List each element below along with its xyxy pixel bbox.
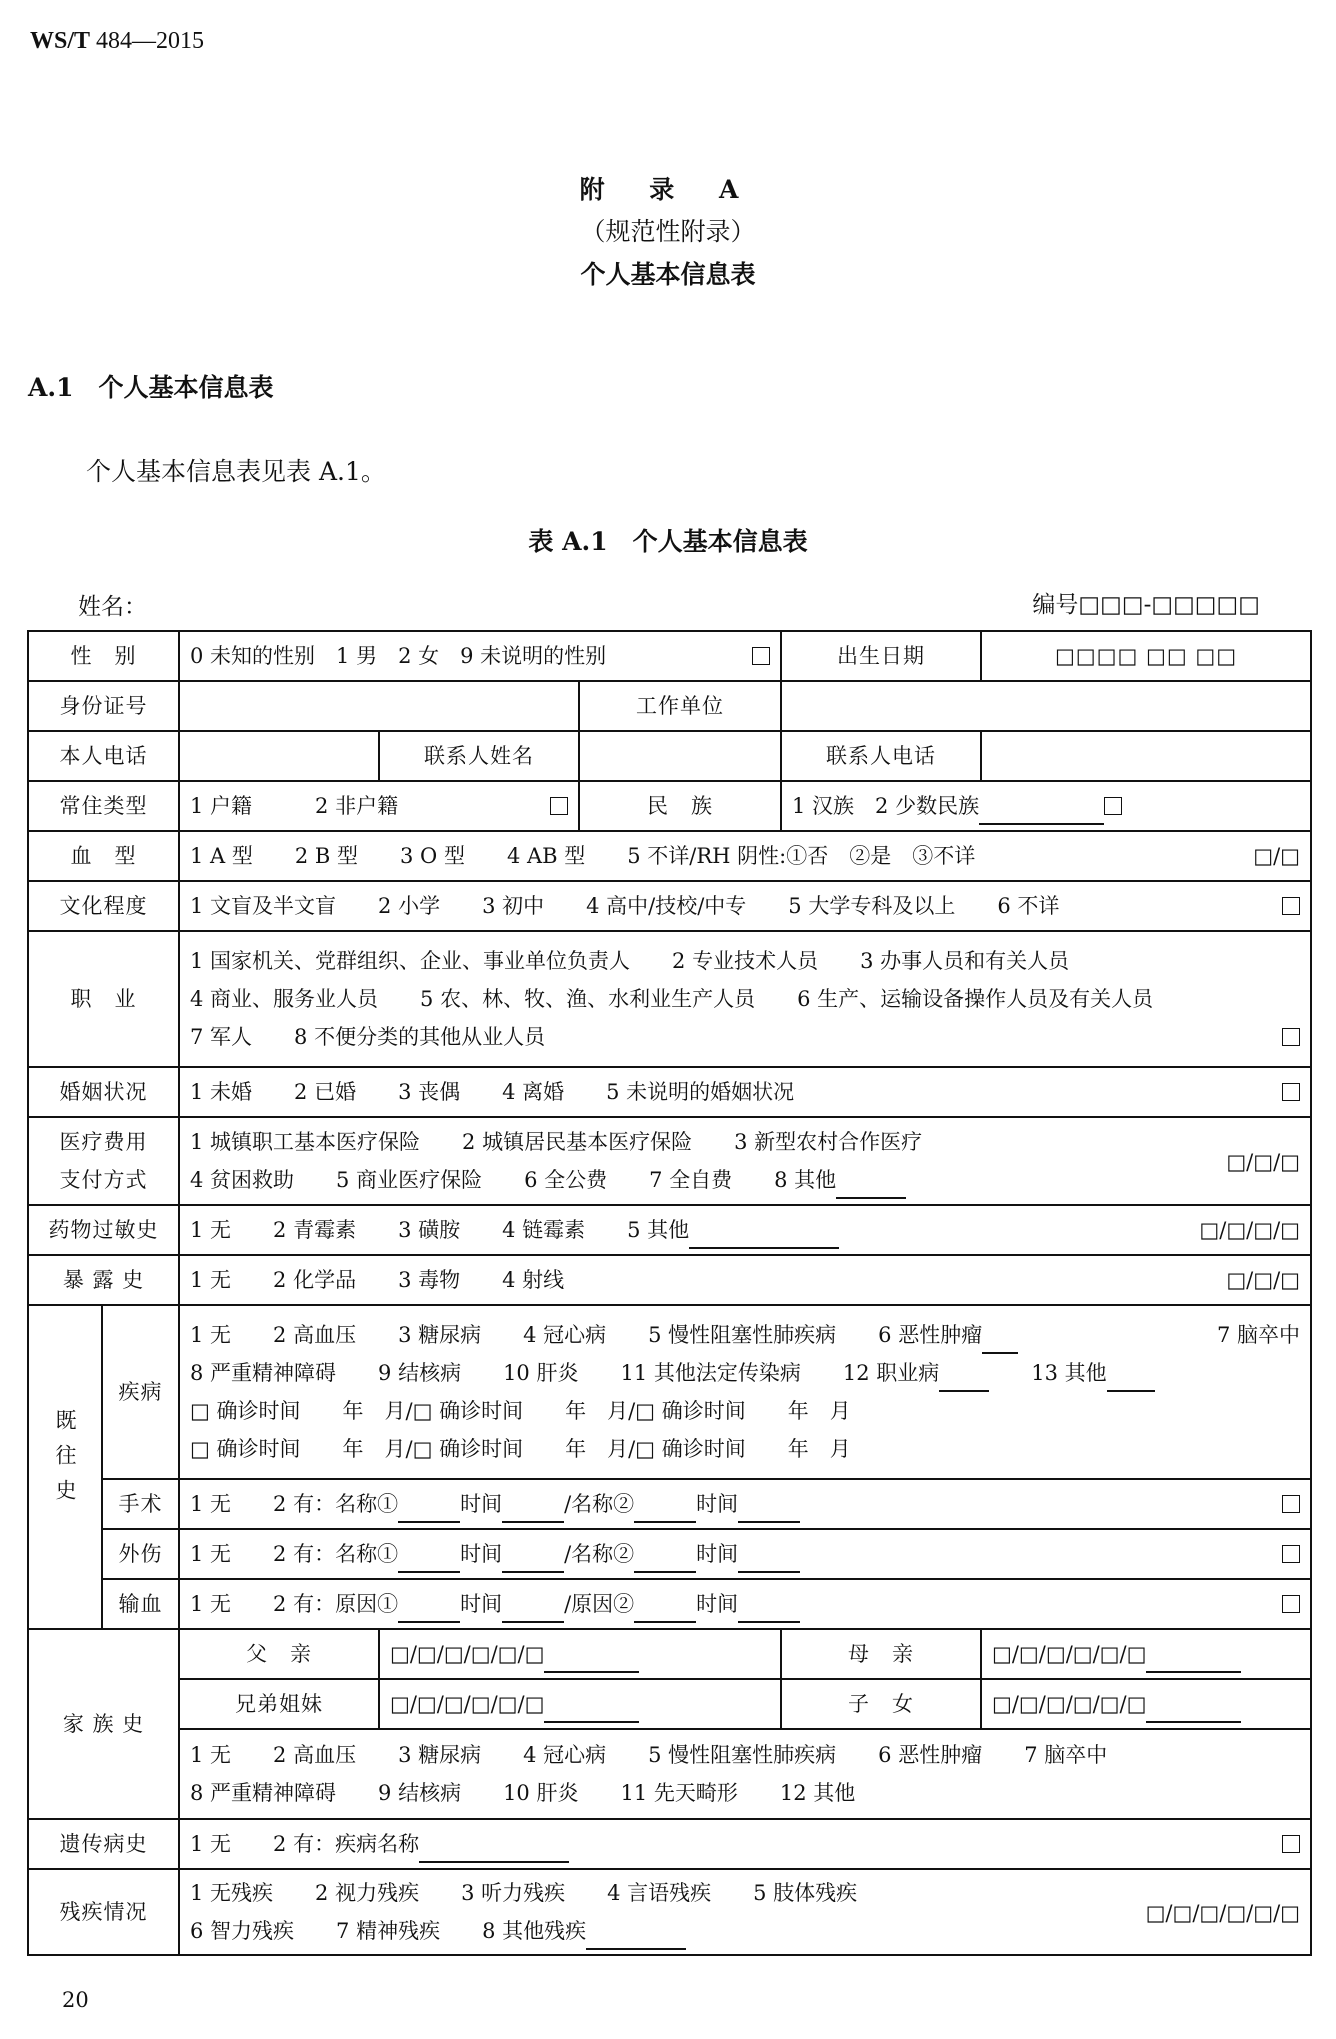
genetic-label: 遗传病史 — [28, 1819, 179, 1869]
blank-line[interactable] — [836, 1175, 906, 1199]
table-row — [28, 731, 1311, 781]
phone-field[interactable] — [179, 731, 379, 781]
table-row — [28, 881, 1311, 931]
family-label: 家 族 史 — [28, 1629, 179, 1819]
blood-cell[interactable]: 1 A 型 2 B 型 3 O 型 4 AB 型 5 不详/RH 阴性:①否 ②是 ③不详 □/□ — [179, 831, 1311, 881]
ethnic-label: 民 族 — [579, 781, 781, 831]
table-row — [28, 1305, 1311, 1479]
exposure-boxes[interactable]: □/□/□ — [1226, 1268, 1301, 1292]
checkbox[interactable] — [1104, 797, 1122, 815]
blood-label: 血 型 — [28, 831, 179, 881]
standard-code: WS/T 484—2015 — [30, 28, 205, 54]
ethnic-cell[interactable]: 1 汉族 2 少数民族 — [781, 781, 1311, 831]
checkbox[interactable] — [1282, 1083, 1300, 1101]
table-row — [28, 1067, 1311, 1117]
birth-date-label: 出生日期 — [781, 631, 981, 681]
siblings-label: 兄弟姐妹 — [179, 1679, 379, 1729]
phone-label: 本人电话 — [28, 731, 179, 781]
intro-paragraph: 个人基本信息表见表 A.1。 — [86, 457, 386, 486]
residence-cell[interactable]: 1 户籍 2 非户籍 — [179, 781, 579, 831]
surgery-label: 手术 — [102, 1479, 179, 1529]
contact-name-label: 联系人姓名 — [379, 731, 579, 781]
mother-boxes[interactable]: □/□/□/□/□/□ — [981, 1629, 1311, 1679]
occupation-cell[interactable]: 1 国家机关、党群组织、企业、事业单位负责人 2 专业技术人员 3 办事人员和有关人员 4 商业、服务业人员 5 农、林、牧、渔、水利业生产人员 6 生产、运输设备操作人员及有关人员 7 军人 8 不便分类的其他从业人员 — [179, 931, 1311, 1067]
table-row — [28, 1205, 1311, 1255]
contact-phone-label: 联系人电话 — [781, 731, 981, 781]
family-disease-list: 1 无 2 高血压 3 糖尿病 4 冠心病 5 慢性阻塞性肺疾病 6 恶性肿瘤 7 脑卒中 8 严重精神障碍 9 结核病 10 肝炎 11 先天畸形 12 其他 — [179, 1729, 1311, 1819]
checkbox[interactable] — [1282, 1028, 1300, 1046]
exposure-cell[interactable]: 1 无 2 化学品 3 毒物 4 射线 □/□/□ — [179, 1255, 1311, 1305]
gender-label: 性 别 — [28, 631, 179, 681]
blank-line[interactable] — [586, 1926, 686, 1950]
table-row — [28, 631, 1311, 681]
checkbox[interactable] — [1282, 1595, 1300, 1613]
contact-phone-field[interactable] — [981, 731, 1311, 781]
work-unit-label: 工作单位 — [579, 681, 781, 731]
table-row — [28, 781, 1311, 831]
blank-line[interactable] — [1107, 1368, 1155, 1392]
transfusion-cell[interactable]: 1 无 2 有：原因① 时间 /原因② 时间 — [179, 1579, 1311, 1629]
table-row — [28, 1579, 1311, 1629]
contact-name-field[interactable] — [579, 731, 781, 781]
personal-info-table — [27, 630, 1312, 1956]
birth-date-boxes[interactable]: □□□□ □□ □□ — [981, 631, 1311, 681]
table-row — [28, 1629, 1311, 1679]
children-label: 子 女 — [781, 1679, 981, 1729]
checkbox[interactable] — [1282, 1495, 1300, 1513]
genetic-cell[interactable]: 1 无 2 有：疾病名称 — [179, 1819, 1311, 1869]
allergy-label: 药物过敏史 — [28, 1205, 179, 1255]
id-number-label: 编号□□□-□□□□□ — [1032, 592, 1260, 618]
checkbox[interactable] — [752, 647, 770, 665]
idcard-field[interactable] — [179, 681, 579, 731]
mother-label: 母 亲 — [781, 1629, 981, 1679]
education-cell[interactable]: 1 文盲及半文盲 2 小学 3 初中 4 高中/技校/中专 5 大学专科及以上 6 不详 — [179, 881, 1311, 931]
table-row — [28, 681, 1311, 731]
checkbox[interactable] — [1282, 1835, 1300, 1853]
appendix-title: 附 录 A — [579, 175, 757, 204]
blood-boxes[interactable]: □/□ — [1253, 844, 1301, 868]
table-row — [28, 1529, 1311, 1579]
blank-line[interactable] — [979, 801, 1104, 825]
trauma-label: 外伤 — [102, 1529, 179, 1579]
page-number: 20 — [62, 1988, 89, 2012]
occupation-label: 职 业 — [28, 931, 179, 1067]
table-row — [28, 931, 1311, 1067]
table-row — [28, 1255, 1311, 1305]
gender-cell[interactable]: 0 未知的性别 1 男 2 女 9 未说明的性别 — [179, 631, 781, 681]
idcard-label: 身份证号 — [28, 681, 179, 731]
checkbox[interactable] — [1282, 897, 1300, 915]
father-label: 父 亲 — [179, 1629, 379, 1679]
disease-label: 疾病 — [102, 1305, 179, 1479]
history-label: 既往史 — [28, 1305, 102, 1629]
table-row — [28, 1479, 1311, 1529]
surgery-cell[interactable]: 1 无 2 有：名称① 时间 /名称② 时间 — [179, 1479, 1311, 1529]
checkbox[interactable] — [550, 797, 568, 815]
blank-line[interactable] — [982, 1330, 1018, 1354]
payment-cell[interactable]: □/□/□ 1 城镇职工基本医疗保险 2 城镇居民基本医疗保险 3 新型农村合作医疗 4 贫困救助 5 商业医疗保险 6 全公费 7 全自费 8 其他 — [179, 1117, 1311, 1205]
table-caption: 表 A.1 个人基本信息表 — [528, 527, 808, 556]
exposure-label: 暴 露 史 — [28, 1255, 179, 1305]
table-row — [28, 1679, 1311, 1729]
blank-line[interactable] — [689, 1225, 839, 1249]
blank-line[interactable] — [939, 1368, 989, 1392]
residence-label: 常住类型 — [28, 781, 179, 831]
marriage-label: 婚姻状况 — [28, 1067, 179, 1117]
table-row — [28, 1869, 1311, 1955]
trauma-cell[interactable]: 1 无 2 有：名称① 时间 /名称② 时间 — [179, 1529, 1311, 1579]
marriage-cell[interactable]: 1 未婚 2 已婚 3 丧偶 4 离婚 5 未说明的婚姻状况 — [179, 1067, 1311, 1117]
section-heading: A.1 个人基本信息表 — [28, 373, 274, 402]
disease-cell[interactable]: 1 无 2 高血压 3 糖尿病 4 冠心病 5 慢性阻塞性肺疾病 6 恶性肿瘤 7 脑卒中 8 严重精神障碍 9 结核病 10 肝炎 11 其他法定传染病 12 职业病 13 其他 □ 确诊时间 年 月/□ 确诊时间 年 月/□ 确诊时间 年 月 □ 确诊时间 年 月/□ 确诊时间 年 月/□ 确诊时间 年 月 — [179, 1305, 1311, 1479]
payment-boxes[interactable]: □/□/□ — [1226, 1150, 1301, 1174]
table-row — [28, 1819, 1311, 1869]
table-row — [28, 831, 1311, 881]
work-unit-field[interactable] — [781, 681, 1311, 731]
name-label: 姓名： — [78, 594, 147, 620]
siblings-boxes[interactable]: □/□/□/□/□/□ — [379, 1679, 781, 1729]
father-boxes[interactable]: □/□/□/□/□/□ — [379, 1629, 781, 1679]
allergy-boxes[interactable]: □/□/□/□ — [1199, 1218, 1301, 1242]
checkbox[interactable] — [1282, 1545, 1300, 1563]
table-row — [28, 1117, 1311, 1205]
transfusion-label: 输血 — [102, 1579, 179, 1629]
disability-boxes[interactable]: □/□/□/□/□/□ — [1145, 1901, 1301, 1925]
payment-label: 医疗费用 支付方式 — [28, 1117, 179, 1205]
appendix-note: （规范性附录） — [580, 217, 756, 246]
blank-line[interactable] — [419, 1839, 569, 1863]
disability-cell[interactable]: □/□/□/□/□/□ 1 无残疾 2 视力残疾 3 听力残疾 4 言语残疾 5 肢体残疾 6 智力残疾 7 精神残疾 8 其他残疾 — [179, 1869, 1311, 1955]
table-row — [28, 1729, 1311, 1819]
disability-label: 残疾情况 — [28, 1869, 179, 1955]
appendix-name: 个人基本信息表 — [580, 260, 756, 289]
children-boxes[interactable]: □/□/□/□/□/□ — [981, 1679, 1311, 1729]
allergy-cell[interactable]: 1 无 2 青霉素 3 磺胺 4 链霉素 5 其他 □/□/□/□ — [179, 1205, 1311, 1255]
education-label: 文化程度 — [28, 881, 179, 931]
